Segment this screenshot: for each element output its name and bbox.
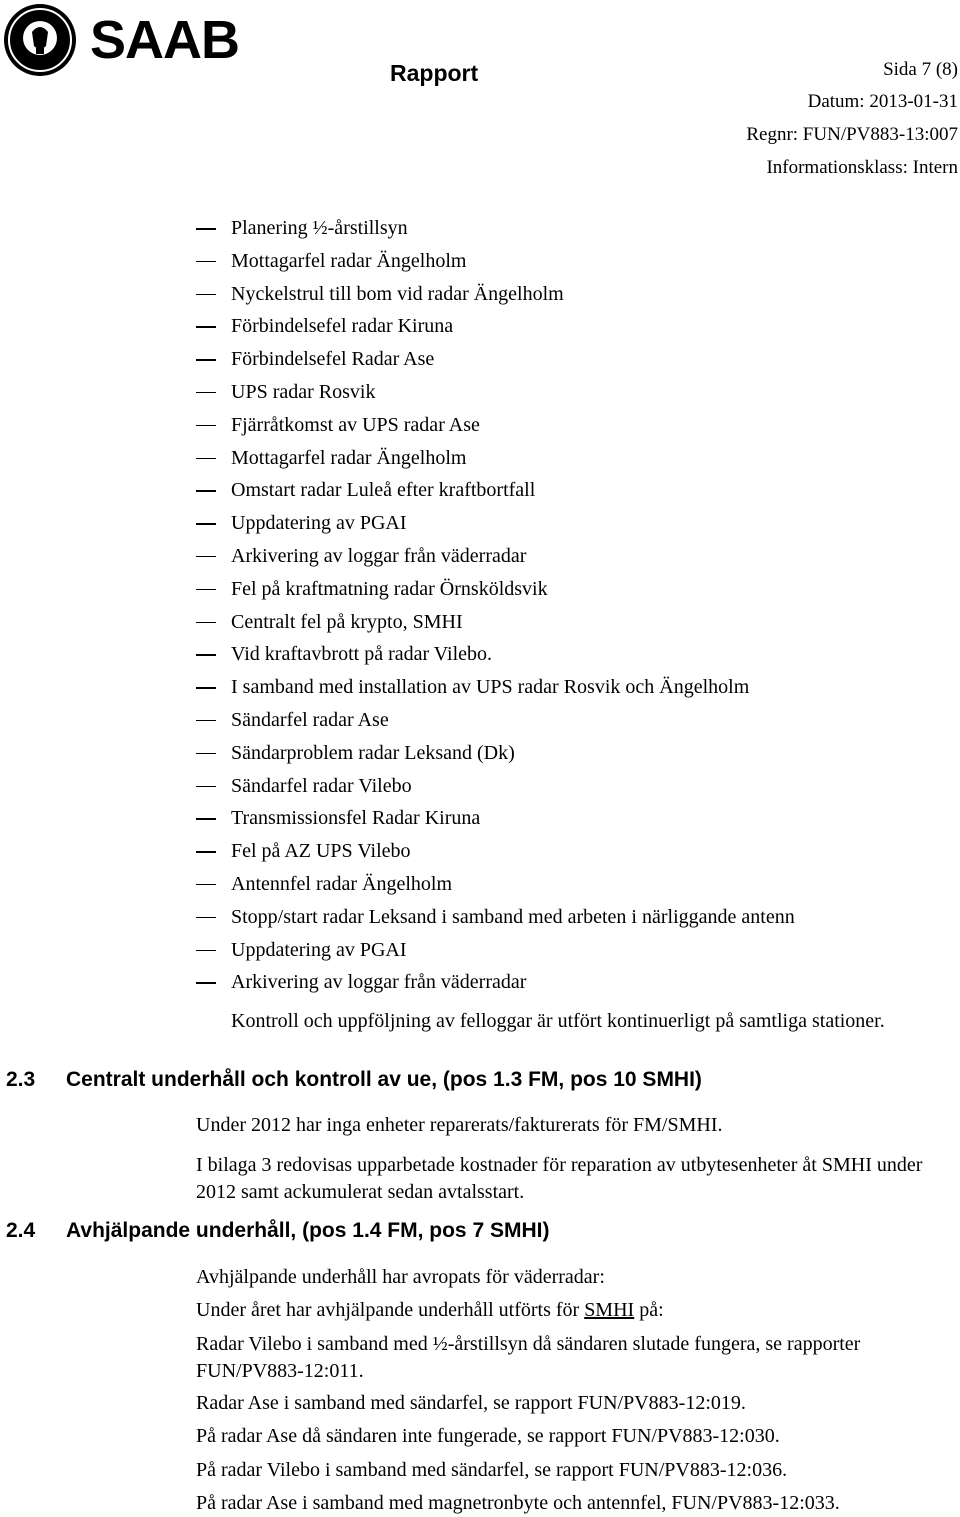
list-item: Mottagarfel radar Ängelholm <box>196 443 795 476</box>
control-note: Kontroll och uppföljning av felloggar är utfört kontinuerligt på samtliga stationer. <box>231 1010 885 1032</box>
section-heading-2-3: 2.3 Centralt underhåll och kontroll av ue, (pos 1.3 FM, pos 10 SMHI) <box>6 1068 702 1091</box>
list-item: Fjärråtkomst av UPS radar Ase <box>196 410 795 443</box>
list-item: UPS radar Rosvik <box>196 377 795 410</box>
section-2-4-para-2: Under året har avhjälpande underhåll utförts för SMHI på: <box>196 1299 664 1321</box>
dash-bullet-icon <box>196 818 216 820</box>
information-class: Informationsklass: Intern <box>766 157 958 178</box>
list-item: Omstart radar Luleå efter kraftbortfall <box>196 475 795 508</box>
list-item: Förbindelsefel radar Kiruna <box>196 311 795 344</box>
dash-bullet-icon <box>196 622 216 624</box>
dash-bullet-icon <box>196 326 216 328</box>
dash-bullet-icon <box>196 261 216 263</box>
dash-bullet-icon <box>196 589 216 591</box>
dash-bullet-icon <box>196 982 216 984</box>
dash-bullet-icon <box>196 687 216 689</box>
section-2-4-para-5: På radar Ase då sändaren inte fungerade, se rapport FUN/PV883-12:030. <box>196 1425 780 1447</box>
section-2-4-para-7: På radar Ase i samband med magnetronbyte och antennfel, FUN/PV883-12:033. <box>196 1492 840 1514</box>
list-item: Fel på AZ UPS Vilebo <box>196 836 795 869</box>
dash-bullet-icon <box>196 851 216 853</box>
dash-bullet-icon <box>196 720 216 722</box>
section-2-4-para-6: På radar Vilebo i samband med sändarfel, se rapport FUN/PV883-12:036. <box>196 1459 788 1481</box>
list-item: I samband med installation av UPS radar Rosvik och Ängelholm <box>196 672 795 705</box>
fault-list <box>196 213 795 1000</box>
dash-bullet-icon <box>196 228 216 230</box>
dash-bullet-icon <box>196 458 216 460</box>
dash-bullet-icon <box>196 392 216 394</box>
dash-bullet-icon <box>196 950 216 952</box>
list-item: Fel på kraftmatning radar Örnsköldsvik <box>196 574 795 607</box>
dash-bullet-icon <box>196 654 216 656</box>
dash-bullet-icon <box>196 753 216 755</box>
list-item: Antennfel radar Ängelholm <box>196 869 795 902</box>
page-number: Sida 7 (8) <box>883 59 958 80</box>
section-2-4-para-1: Avhjälpande underhåll har avropats för väderradar: <box>196 1266 605 1288</box>
list-item: Centralt fel på krypto, SMHI <box>196 607 795 640</box>
report-label: Rapport <box>390 60 479 86</box>
dash-bullet-icon <box>196 294 216 296</box>
registration-number: Regnr: FUN/PV883-13:007 <box>746 124 958 145</box>
list-item: Uppdatering av PGAI <box>196 508 795 541</box>
section-2-3-para-1: Under 2012 har inga enheter reparerats/fakturerats för FM/SMHI. <box>196 1114 723 1136</box>
dash-bullet-icon <box>196 425 216 427</box>
list-item: Förbindelsefel Radar Ase <box>196 344 795 377</box>
dash-bullet-icon <box>196 556 216 558</box>
list-item: Sändarfel radar Ase <box>196 705 795 738</box>
section-2-4-para-4: Radar Ase i samband med sändarfel, se rapport FUN/PV883-12:019. <box>196 1392 746 1414</box>
logo-wordmark: SAAB <box>90 10 240 70</box>
list-item: Uppdatering av PGAI <box>196 935 795 968</box>
section-heading-2-4: 2.4 Avhjälpande underhåll, (pos 1.4 FM, pos 7 SMHI) <box>6 1219 550 1242</box>
list-item: Nyckelstrul till bom vid radar Ängelholm <box>196 279 795 312</box>
report-date: Datum: 2013-01-31 <box>807 91 958 112</box>
dash-bullet-icon <box>196 359 216 361</box>
list-item: Transmissionsfel Radar Kiruna <box>196 803 795 836</box>
section-2-3-para-2: I bilaga 3 redovisas upparbetade kostnader för reparation av utbytesenheter åt SMHI under 2012 samt ackumulerat sedan avtalsstart. <box>196 1154 923 1203</box>
list-item: Stopp/start radar Leksand i samband med arbeten i närliggande antenn <box>196 902 795 935</box>
saab-emblem-icon <box>2 2 82 82</box>
dash-bullet-icon <box>196 490 216 492</box>
list-item: Planering ½-årstillsyn <box>196 213 795 246</box>
dash-bullet-icon <box>196 884 216 886</box>
smhi-link[interactable]: SMHI <box>584 1299 635 1321</box>
list-item: Sändarproblem radar Leksand (Dk) <box>196 738 795 771</box>
dash-bullet-icon <box>196 917 216 919</box>
section-2-4-para-3: Radar Vilebo i samband med ½-årstillsyn då sändaren slutade fungera, se rapporter FUN/PV883-12:011. <box>196 1333 861 1382</box>
list-item: Arkivering av loggar från väderradar <box>196 967 795 1000</box>
list-item: Arkivering av loggar från väderradar <box>196 541 795 574</box>
dash-bullet-icon <box>196 523 216 525</box>
list-item: Vid kraftavbrott på radar Vilebo. <box>196 639 795 672</box>
list-item: Mottagarfel radar Ängelholm <box>196 246 795 279</box>
dash-bullet-icon <box>196 786 216 788</box>
list-item: Sändarfel radar Vilebo <box>196 771 795 804</box>
saab-logo <box>0 0 260 82</box>
